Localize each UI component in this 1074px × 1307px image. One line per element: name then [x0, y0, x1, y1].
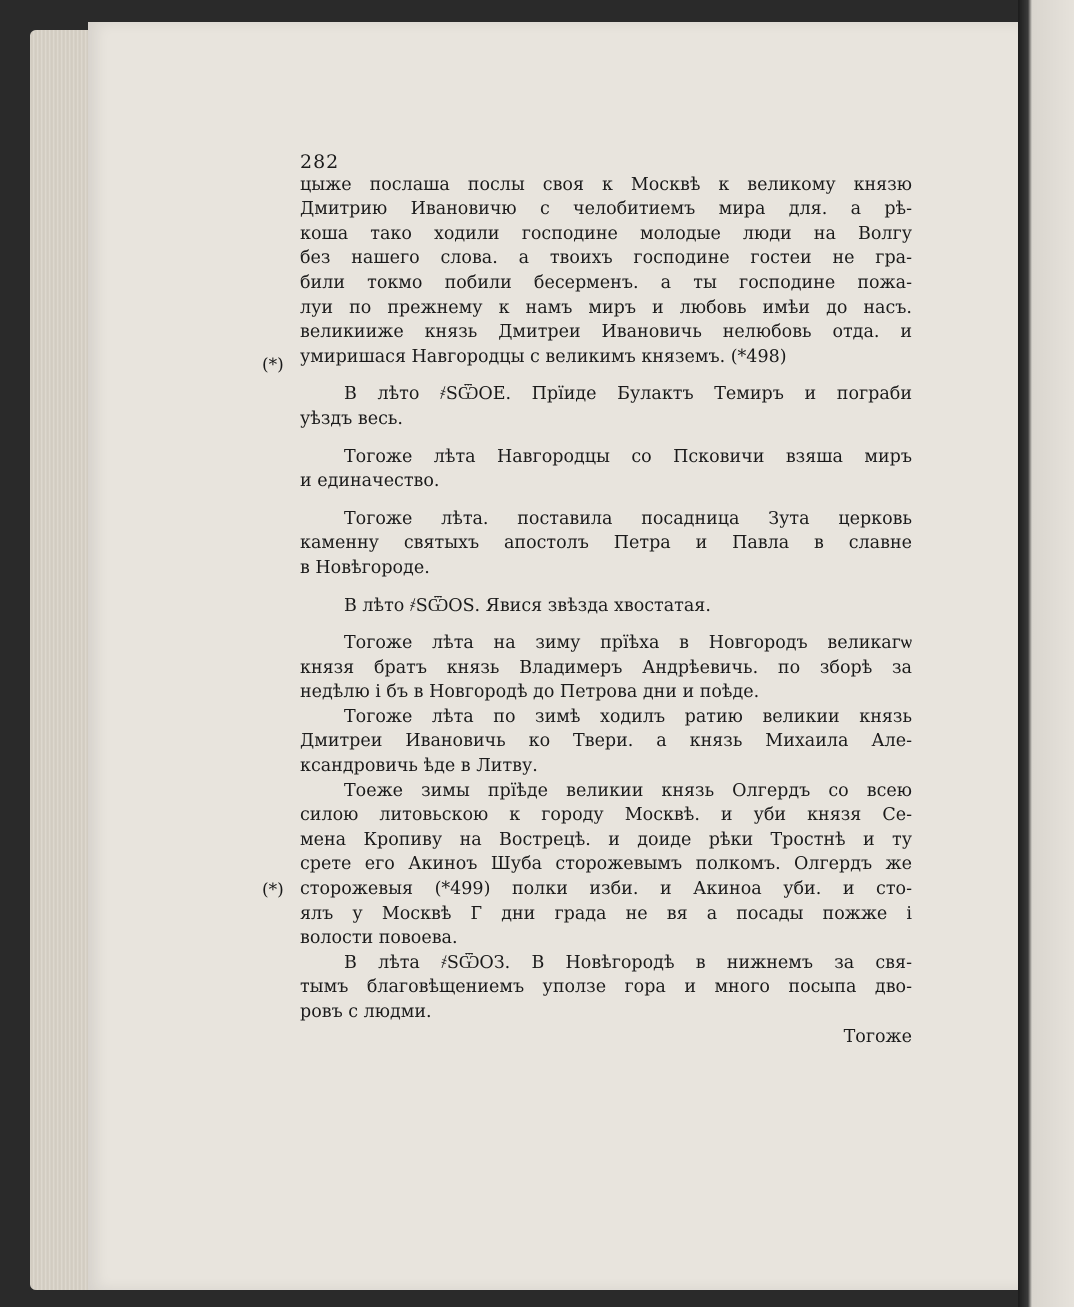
text-line: уѣздъ весь. — [300, 408, 403, 429]
text-line: недѣлю і бъ в Новгородѣ до Петрова дни и поѣде. — [300, 682, 760, 703]
text-line: В лѣта ҂ЅѾОЗ. В Новѣгородѣ в нижнемъ за свя- — [344, 952, 912, 973]
text-line: В лѣто ҂ЅѾОЕ. Прїиде Булактъ Темиръ и пограби — [344, 384, 912, 405]
text-line: коша тако ходили господине молодые люди на Волгу — [300, 223, 912, 244]
text-line: ялъ у Москвѣ Г дни града не вя а посады пожже і — [300, 903, 912, 924]
text-line: Тогоже лѣта. поставила посадница Зута церковь — [344, 508, 912, 529]
text-line: срете его Акиноъ Шуба сторожевымъ полкомъ. Олгердъ же — [300, 854, 912, 875]
text-line: Дмитреи Ивановичь ко Твери. а князь Михаила Але- — [300, 731, 912, 752]
text-line: ксандровичь ѣде в Литву. — [300, 756, 538, 777]
text-line: Тогоже лѣта по зимѣ ходилъ ратию великии князь — [344, 706, 912, 727]
margin-note-2: (*) — [262, 880, 284, 900]
page-number: 282 — [300, 151, 340, 173]
text-line: тымъ благовѣщениемъ уползе гора и много посыпа дво- — [300, 977, 912, 998]
text-line: силою литовьскою к городу Москвѣ. и уби князя Се- — [300, 805, 912, 826]
text-line: князя братъ князь Владимеръ Андрѣевичь. по зборѣ за — [300, 657, 912, 678]
text-line: без нашего слова. а твоихъ господине гостеи не гра- — [300, 248, 912, 269]
text-line: Тогоже лѣта на зиму прїѣха в Новгородъ великагѡ — [344, 633, 912, 654]
text-block — [300, 150, 912, 1049]
text-line: Тогоже лѣта Навгородцы со Псковичи взяша миръ — [344, 446, 912, 467]
text-line: волости повоева. — [300, 928, 458, 949]
text-line: Тоеже зимы прїѣде великии князь Олгердъ со всею — [344, 780, 912, 801]
text-line: Дмитрию Ивановичю с челобитиемъ мира для. а рѣ- — [300, 199, 912, 220]
text-line: цыже послаша послы своя к Москвѣ к великому князю — [300, 174, 912, 195]
text-line: луи по прежнему к намъ миръ и любовь имѣи до насъ. — [300, 297, 912, 318]
text-line: В лѣто ҂ЅѾОЅ. Явися звѣзда хвостатая. — [344, 595, 711, 616]
text-line: били токмо побили бесерменъ. а ты господине пожа- — [300, 272, 912, 293]
text-line: ровъ с людми. — [300, 1002, 432, 1022]
text-line: умиришася Навгородцы с великимъ княземъ. (*498) — [300, 346, 787, 367]
text-line: сторожевыя (*499) полки изби. и Акиноа уби. и сто- — [300, 879, 912, 900]
text-line: и единачество. — [300, 471, 440, 492]
text-line: великииже князь Дмитреи Ивановичь нелюбовь отда. и — [300, 322, 912, 343]
text-line: в Новѣгороде. — [300, 557, 430, 578]
book-spine — [1018, 0, 1074, 1307]
text-line: каменну святыхъ апостолъ Петра и Павла в славне — [300, 533, 912, 554]
text-lines — [300, 173, 912, 1050]
margin-note-1: (*) — [262, 355, 284, 375]
text-line: мена Кропиву на Вострецѣ. и доиде рѣки Тростнѣ и ту — [300, 829, 912, 850]
text-line: Тогоже — [843, 1026, 912, 1047]
